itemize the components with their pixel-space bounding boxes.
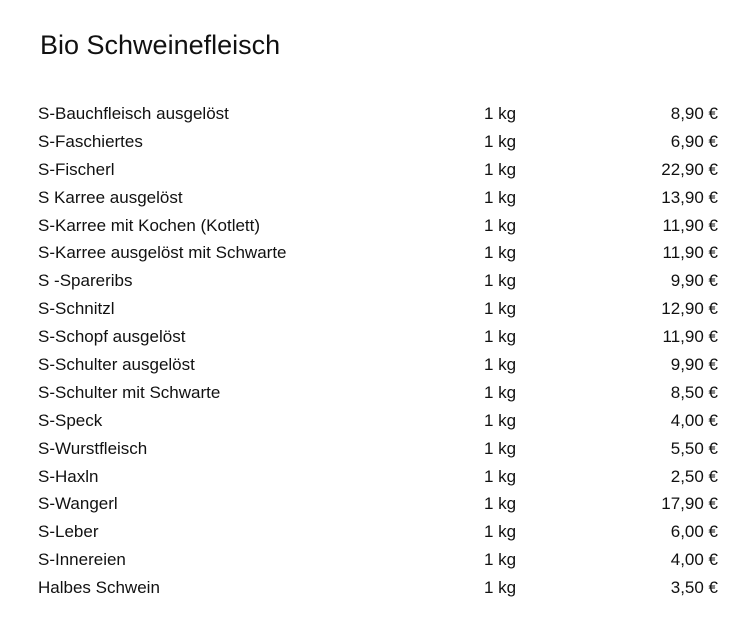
- product-name: S-Faschiertes: [38, 131, 143, 151]
- price-row: [38, 546, 724, 574]
- product-name: S Karree ausgelöst: [38, 187, 183, 207]
- product-name: S-Schulter mit Schwarte: [38, 382, 221, 402]
- product-name: S-Fischerl: [38, 159, 115, 179]
- product-price: 11,90 €: [662, 243, 718, 263]
- price-list: [38, 100, 724, 602]
- product-unit: 1 kg: [484, 104, 517, 123]
- product-unit: 1 kg: [484, 438, 517, 458]
- price-row: [38, 128, 724, 156]
- price-row: [38, 100, 724, 128]
- product-price: 5,50 €: [670, 438, 718, 458]
- product-price: 11,90 €: [662, 327, 718, 347]
- product-unit: 1 kg: [484, 494, 517, 514]
- product-name: S-Schulter ausgelöst: [38, 355, 195, 375]
- product-price: 22,90 €: [661, 159, 718, 179]
- product-unit: 1 kg: [484, 410, 517, 430]
- product-name: S-Schopf ausgelöst: [38, 327, 186, 347]
- product-price: 9,90 €: [670, 355, 718, 375]
- price-row: [38, 518, 724, 546]
- product-price: 4,00 €: [670, 410, 718, 430]
- price-row: [38, 379, 724, 407]
- product-unit: 1 kg: [484, 550, 517, 570]
- price-row: [38, 295, 724, 323]
- product-unit: 1 kg: [484, 271, 517, 291]
- product-unit: 1 kg: [484, 382, 517, 402]
- product-unit: 1 kg: [484, 131, 517, 151]
- price-row: [38, 323, 724, 351]
- page-title: Bio Schweinefleisch: [40, 30, 281, 60]
- product-price: 6,90 €: [670, 131, 718, 151]
- product-unit: 1 kg: [484, 578, 517, 598]
- product-price: 6,00 €: [670, 522, 718, 542]
- product-price: 8,90 €: [670, 104, 718, 123]
- product-unit: 1 kg: [484, 355, 517, 375]
- product-name: S-Schnitzl: [38, 299, 115, 319]
- price-row: [38, 407, 724, 435]
- product-unit: 1 kg: [484, 327, 517, 347]
- product-name: S -Spareribs: [38, 271, 133, 291]
- product-unit: 1 kg: [484, 466, 517, 486]
- product-price: 3,50 €: [670, 578, 718, 598]
- price-row: [38, 267, 724, 295]
- product-price: 12,90 €: [661, 299, 718, 319]
- price-row: [38, 463, 724, 491]
- price-row: [38, 239, 724, 267]
- product-name: S-Karree mit Kochen (Kotlett): [38, 215, 261, 235]
- price-row: [38, 184, 724, 212]
- product-unit: 1 kg: [484, 215, 517, 235]
- product-price: 9,90 €: [670, 271, 718, 291]
- price-row: [38, 212, 724, 240]
- product-unit: 1 kg: [484, 522, 517, 542]
- product-unit: 1 kg: [484, 187, 517, 207]
- price-row: [38, 351, 724, 379]
- product-price: 8,50 €: [670, 382, 718, 402]
- product-name: S-Wangerl: [38, 494, 118, 514]
- product-name: S-Haxln: [38, 466, 99, 486]
- product-unit: 1 kg: [484, 159, 517, 179]
- product-name: S-Bauchfleisch ausgelöst: [38, 104, 229, 123]
- product-name: S-Wurstfleisch: [38, 438, 148, 458]
- product-name: S-Speck: [38, 410, 103, 430]
- product-unit: 1 kg: [484, 299, 517, 319]
- product-name: S-Innereien: [38, 550, 126, 570]
- price-row: [38, 490, 724, 518]
- product-price: 2,50 €: [670, 466, 718, 486]
- product-price: 17,90 €: [661, 494, 718, 514]
- product-price: 4,00 €: [670, 550, 718, 570]
- price-row: [38, 435, 724, 463]
- product-name: Halbes Schwein: [38, 578, 160, 598]
- product-price: 13,90 €: [661, 187, 718, 207]
- price-row: [38, 574, 724, 602]
- product-price: 11,90 €: [662, 215, 718, 235]
- product-unit: 1 kg: [484, 243, 517, 263]
- product-name: S-Leber: [38, 522, 99, 542]
- product-name: S-Karree ausgelöst mit Schwarte: [38, 243, 287, 263]
- price-row: [38, 156, 724, 184]
